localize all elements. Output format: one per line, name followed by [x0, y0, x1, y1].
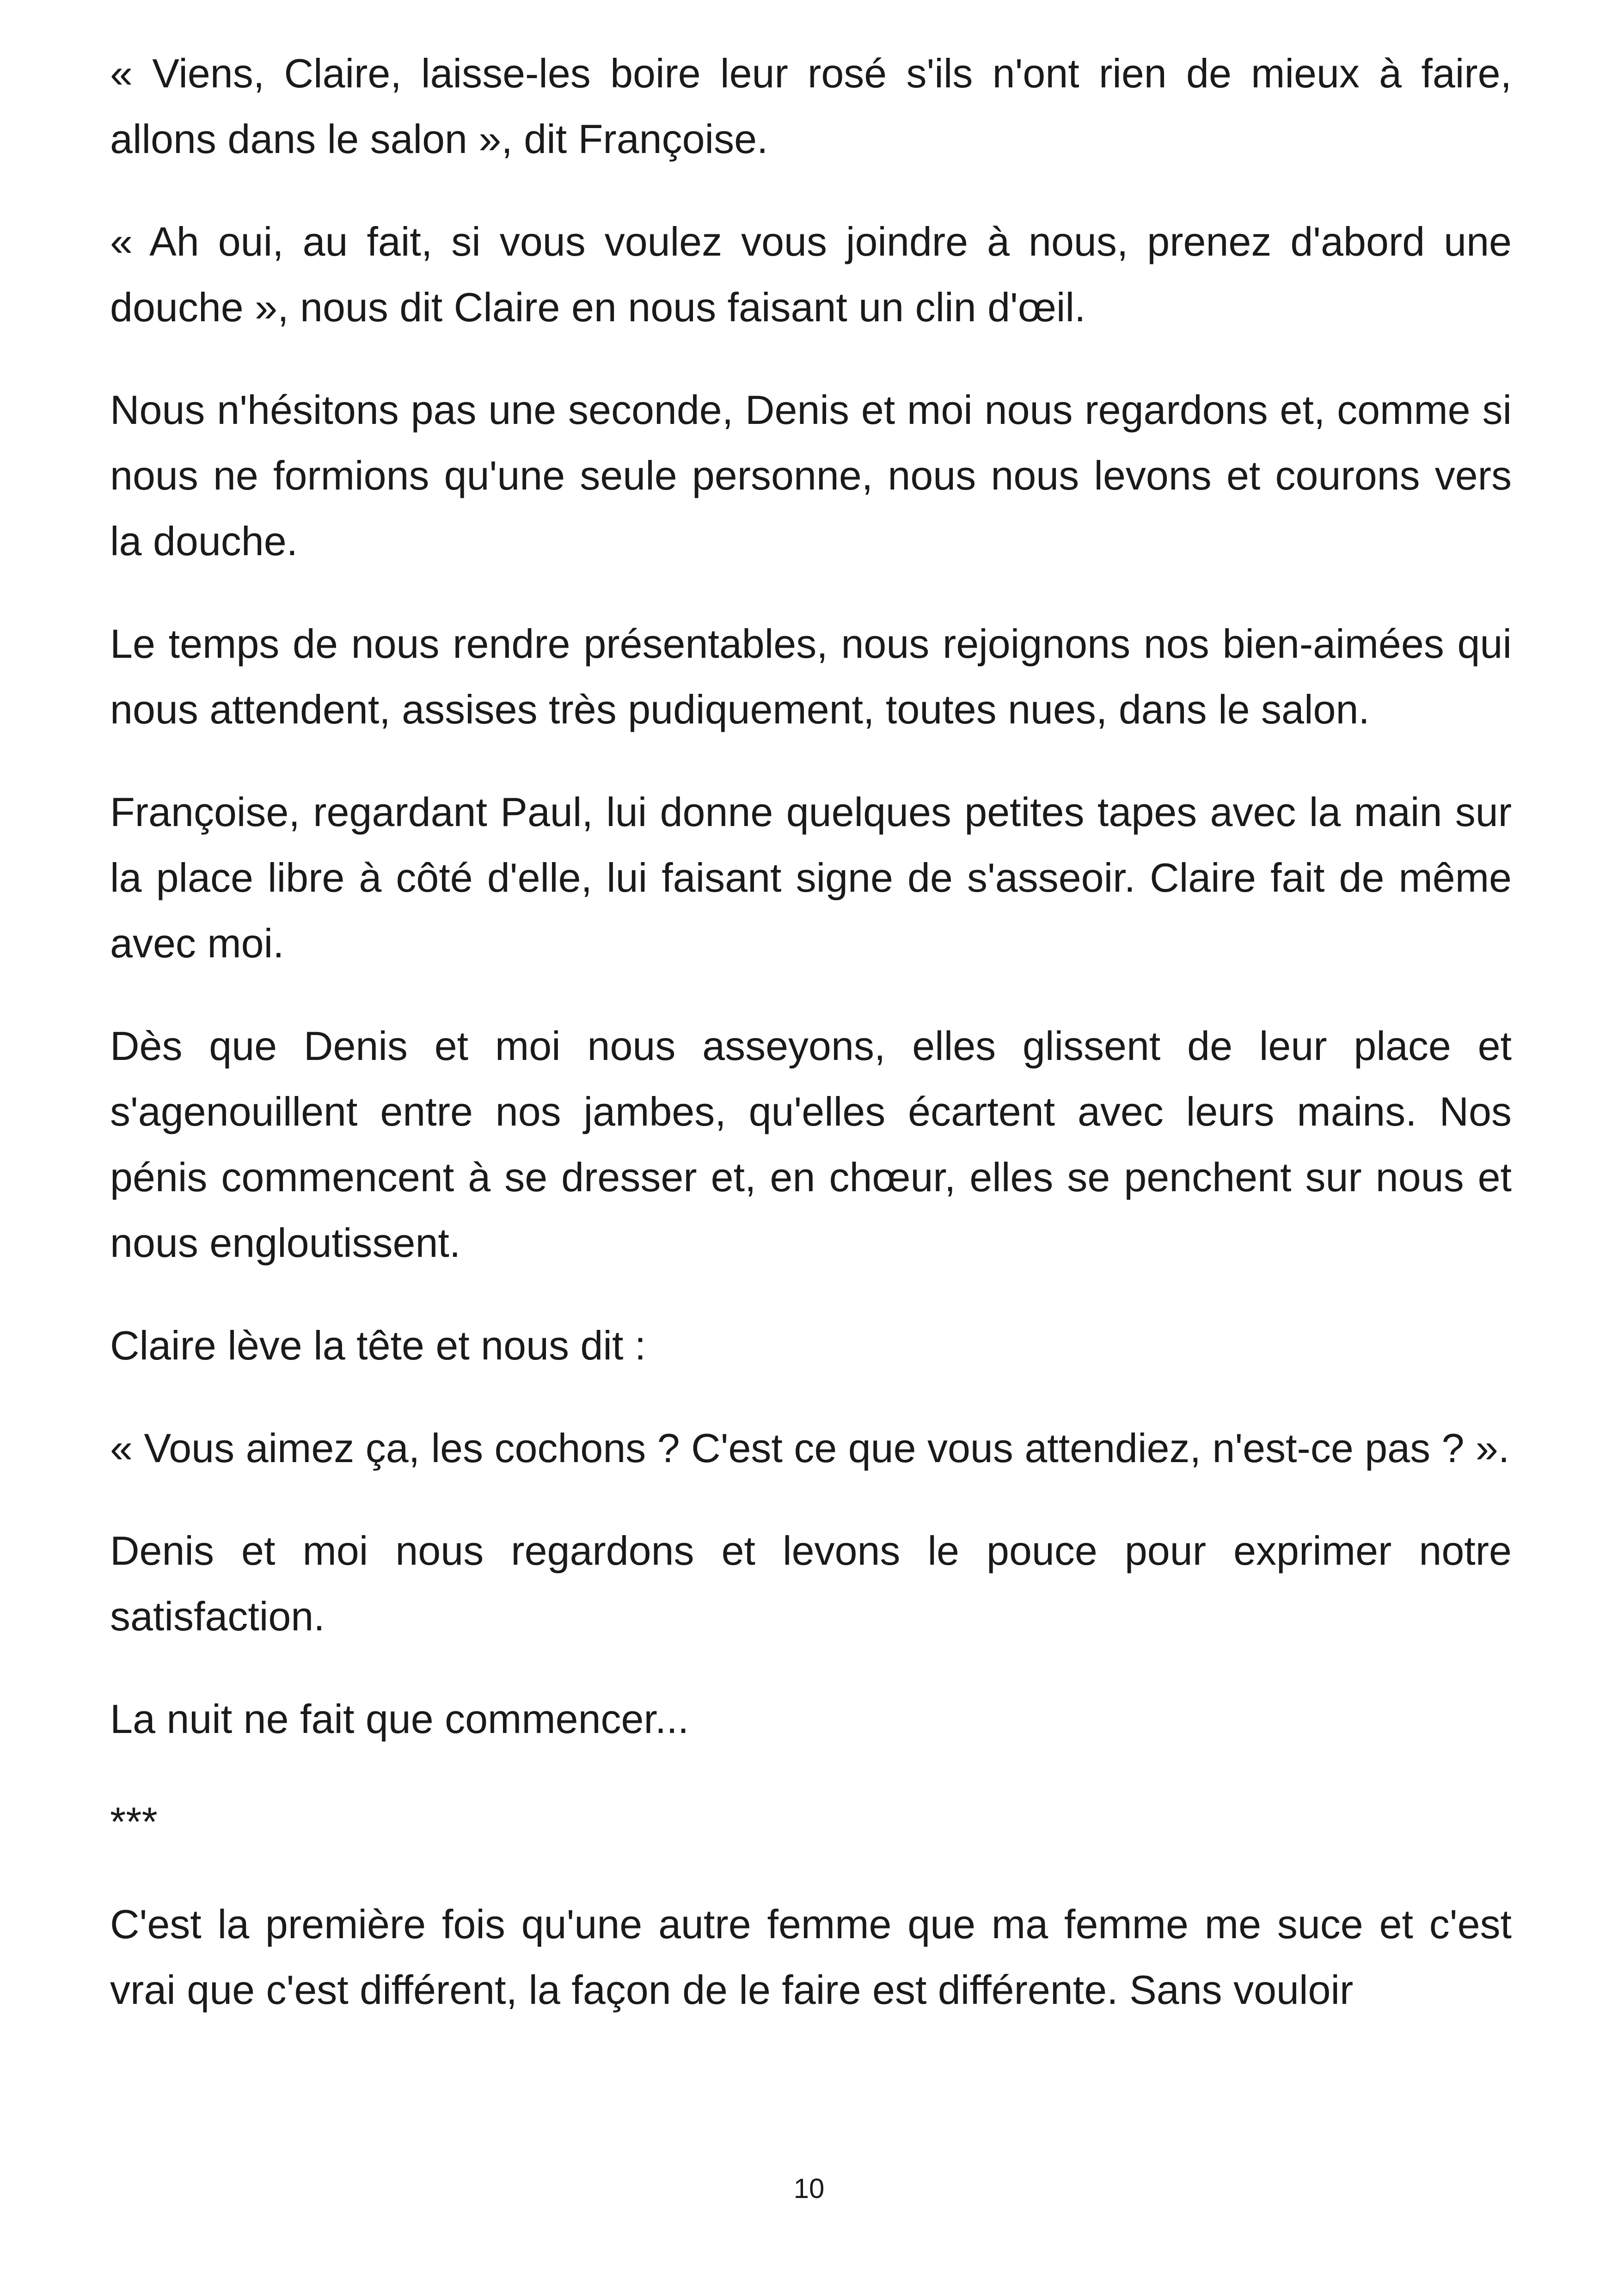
paragraph-10: La nuit ne fait que commencer...: [110, 1696, 689, 1742]
page-number: 10: [793, 2173, 825, 2204]
paragraph-9: Denis et moi nous regardons et levons le pouce pour exprimer notre satisfaction.: [110, 1528, 1512, 1639]
scene-break: ***: [110, 1799, 158, 1844]
paragraph-7: Claire lève la tête et nous dit :: [110, 1322, 646, 1368]
paragraph-2: « Ah oui, au fait, si vous voulez vous joindre à nous, prenez d'abord une douche », nous dit Claire en nous faisant un clin d'œil.: [110, 219, 1512, 330]
body-text: [110, 41, 1512, 2060]
paragraph-5: Françoise, regardant Paul, lui donne quelques petites tapes avec la main sur la place libre à côté d'elle, lui faisant signe de s'asseoir. Claire fait de même avec moi.: [110, 789, 1512, 966]
paragraph-1: « Viens, Claire, laisse-les boire leur rosé s'ils n'ont rien de mieux à faire, allons dans le salon », dit Françoise.: [110, 50, 1512, 162]
paragraph-8: « Vous aimez ça, les cochons ? C'est ce que vous attendiez, n'est-ce pas ? ».: [110, 1425, 1510, 1471]
paragraph-3: Nous n'hésitons pas une seconde, Denis et moi nous regardons et, comme si nous ne formions qu'une seule personne, nous nous levons et courons vers la douche.: [110, 387, 1512, 564]
paragraph-12: C'est la première fois qu'une autre femme que ma femme me suce et c'est vrai que c'est différent, la façon de le faire est différente. Sans vouloir: [110, 1901, 1512, 2013]
paragraph-4: Le temps de nous rendre présentables, nous rejoignons nos bien-aimées qui nous attendent, assises très pudiquement, toutes nues, dans le salon.: [110, 621, 1512, 732]
paragraph-6: Dès que Denis et moi nous asseyons, elles glissent de leur place et s'agenouillent entre nos jambes, qu'elles écartent avec leurs mains. Nos pénis commencent à se dresser et, en chœur, elles se penchent sur nous et nous engloutissent.: [110, 1023, 1512, 1266]
